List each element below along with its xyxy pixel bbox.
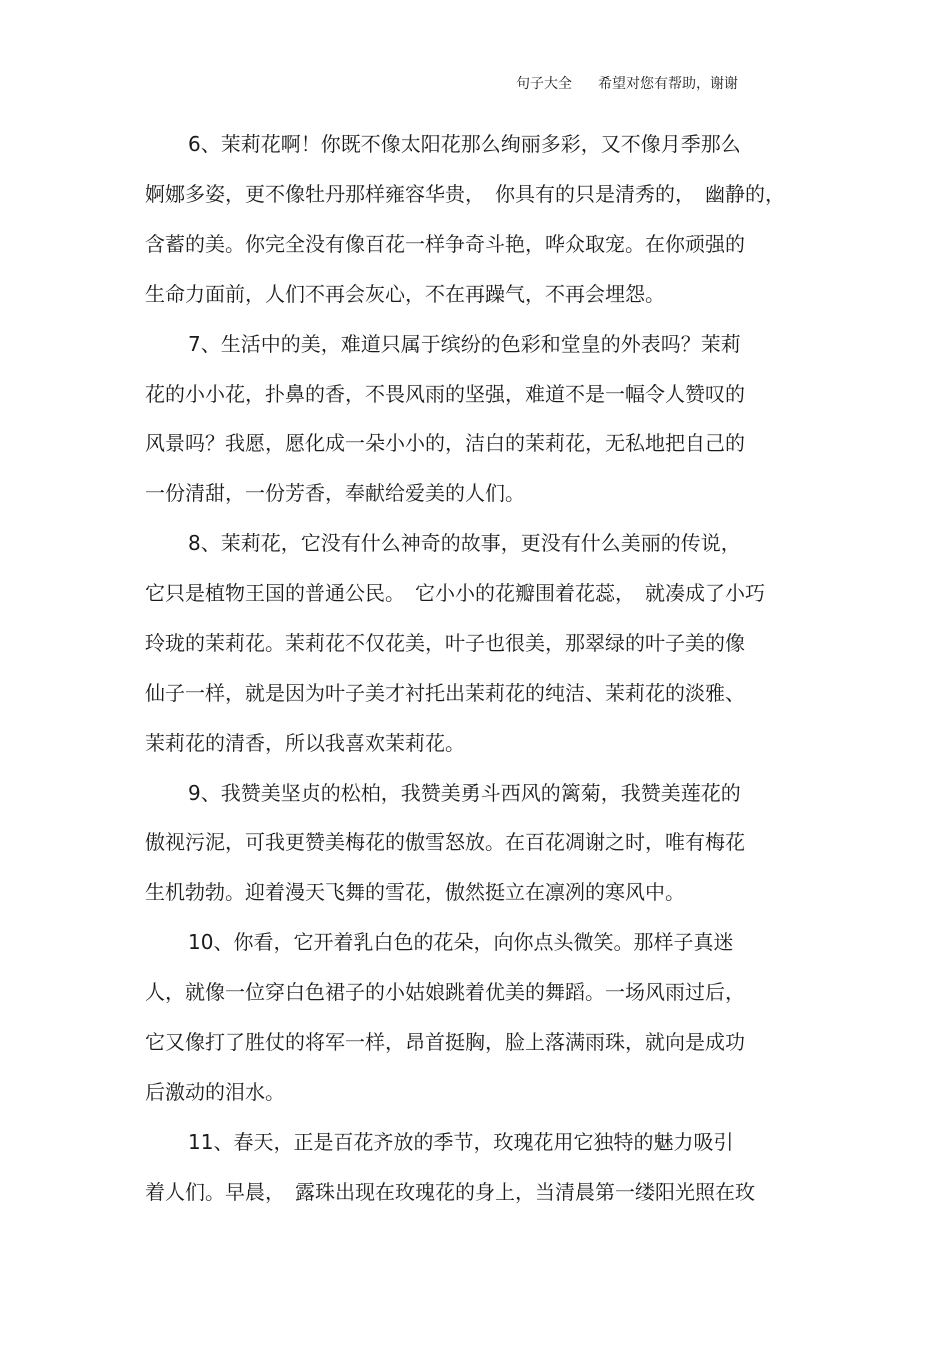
page-header — [0, 74, 738, 94]
text-line: 生命力面前，人们不再会灰心，不在再躁气，不再会埋怨。 — [145, 282, 665, 306]
text-line: 风景吗？我愿，愿化成一朵小小的，洁白的茉莉花，无私地把自己的 — [145, 431, 745, 455]
header-tagline: 希望对您有帮助，谢谢 — [598, 76, 738, 92]
text-line: 人，就像一位穿白色裙子的小姑娘跳着优美的舞蹈。一场风雨过后， — [145, 980, 745, 1004]
text-line: 含蓄的美。你完全没有像百花一样争奇斗艳，哗众取宠。在你顽强的 — [145, 232, 745, 256]
text-line: 仙子一样，就是因为叶子美才衬托出茉莉花的纯洁、茉莉花的淡雅、 — [145, 681, 745, 705]
text-line: 它又像打了胜仗的将军一样，昂首挺胸，脸上落满雨珠，就向是成功 — [145, 1030, 745, 1054]
text-line: 它只是植物王国的普通公民。 它小小的花瓣围着花蕊， 就凑成了小巧 — [145, 581, 765, 605]
text-line: 后激动的泪水。 — [145, 1080, 285, 1104]
text-line: 玲珑的茉莉花。茉莉花不仅花美，叶子也很美，那翠绿的叶子美的像 — [145, 631, 745, 655]
text-line: 花的小小花，扑鼻的香，不畏风雨的坚强，难道不是一幅令人赞叹的 — [145, 382, 745, 406]
text-line: 傲视污泥，可我更赞美梅花的傲雪怒放。在百花凋谢之时，唯有梅花 — [145, 830, 745, 854]
header-site-name: 句子大全 — [516, 76, 572, 92]
text-line: 10、你看，它开着乳白色的花朵，向你点头微笑。那样子真迷 — [188, 930, 734, 954]
text-line: 生机勃勃。迎着漫天飞舞的雪花，傲然挺立在凛冽的寒风中。 — [145, 880, 685, 904]
text-line: 8、茉莉花，它没有什么神奇的故事，更没有什么美丽的传说， — [188, 531, 741, 555]
text-line: 7、生活中的美，难道只属于缤纷的色彩和堂皇的外表吗？茉莉 — [188, 332, 741, 356]
text-line: 6、茉莉花啊！你既不像太阳花那么绚丽多彩，又不像月季那么 — [188, 132, 741, 156]
text-line: 9、我赞美坚贞的松柏，我赞美勇斗西风的篱菊，我赞美莲花的 — [188, 781, 741, 805]
text-line: 婀娜多姿，更不像牡丹那样雍容华贵， 你具有的只是清秀的， 幽静的， — [145, 182, 785, 206]
text-line: 茉莉花的清香，所以我喜欢茉莉花。 — [145, 731, 465, 755]
text-line: 着人们。早晨， 露珠出现在玫瑰花的身上，当清晨第一缕阳光照在玫 — [145, 1180, 755, 1204]
text-line: 一份清甜，一份芳香，奉献给爱美的人们。 — [145, 481, 525, 505]
text-line: 11、春天，正是百花齐放的季节，玫瑰花用它独特的魅力吸引 — [188, 1130, 734, 1154]
